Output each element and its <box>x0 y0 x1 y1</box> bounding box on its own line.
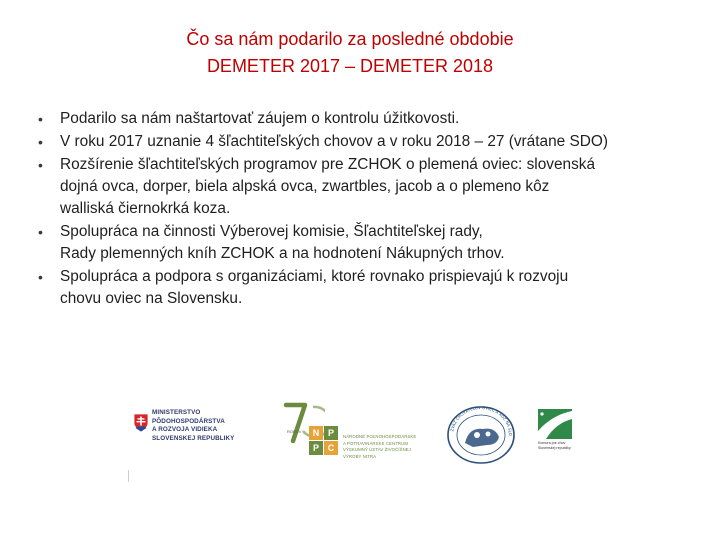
list-item <box>38 154 708 220</box>
list-item <box>38 221 708 265</box>
title-line-1: Čo sa nám podarilo za posledné obdobie <box>186 29 514 49</box>
seal-text: ZVÄZ CHOVATEĽOV OVIEC A KÔZ NA SLO <box>449 405 514 436</box>
bullet-dot: • <box>38 111 43 127</box>
sheep-breeders-seal-icon <box>443 405 519 465</box>
bullet-list <box>38 108 708 311</box>
list-item <box>38 131 708 153</box>
bullet-line: dojná ovca, dorper, biela alpská ovca, zwartbles, jacob a o plemeno kôz <box>60 178 550 195</box>
nppc-letter: P <box>309 441 323 455</box>
bullet-line: walliská čiernokrká koza. <box>60 200 231 217</box>
title-line-2: DEMETER 2017 – DEMETER 2018 <box>206 56 494 76</box>
nppc-letter: P <box>324 426 338 440</box>
bullet-dot: • <box>38 269 43 285</box>
breeders-chamber-logo <box>538 409 608 459</box>
bullet-line: Spolupráca a podpora s organizáciami, ktoré rovnako prispievajú k rozvoju <box>60 268 569 285</box>
nppc-letter: N <box>309 426 323 440</box>
bullet-line: chovu oviec na Slovensku. <box>60 290 243 307</box>
nppc-logo <box>283 401 423 459</box>
nppc-letter: C <box>324 441 338 455</box>
bullet-line: Podarilo sa nám naštartovať záujem o kontrolu úžitkovosti. <box>60 110 460 127</box>
bullet-dot: • <box>38 224 43 240</box>
bullet-dot: • <box>38 134 43 150</box>
nppc-letter-grid <box>309 426 339 456</box>
bullet-line: Rady plemenných kníh ZCHOK a na hodnotení Nákupných trhov. <box>60 245 505 262</box>
list-item <box>38 108 708 130</box>
bullet-line: Rozšírenie šľachtiteľských programov pre ZCHOK o plemená oviec: slovenská <box>60 156 596 173</box>
slovak-coat-of-arms-icon <box>133 413 149 433</box>
ministry-logo-text: MINISTERSTVO PÔDOHOSPODÁRSTVA A ROZVOJA VIDIEKA SLOVENSKEJ REPUBLIKY <box>152 409 235 442</box>
bullet-line: Spolupráca na činnosti Výberovej komisie, Šľachtiteľskej rady, <box>60 223 483 240</box>
list-item <box>38 266 708 310</box>
sheep-breeders-logo <box>443 405 519 465</box>
ministry-logo <box>133 409 253 459</box>
bullet-dot: • <box>38 157 43 173</box>
slide-title <box>0 26 700 80</box>
green-emblem-icon <box>538 409 572 439</box>
bullet-line: V roku 2017 uznanie 4 šľachtiteľských chovov a v roku 2018 – 27 (vrátane SDO) <box>60 133 608 150</box>
nppc-logo-text: NÁRODNÉ POĽNOHOSPODÁRSKE A POTRAVINÁRSKE CENTRUM VÝSKUMNÝ ÚSTAV ŽIVOČÍŠNEJ VÝROBY NITRA <box>343 434 417 459</box>
partner-logos <box>0 395 720 485</box>
nppc-years-label: ROKOV <box>287 429 302 434</box>
breeders-chamber-text: Komora pre chov Slovenskej republiky <box>538 441 571 450</box>
divider-mark <box>128 470 129 482</box>
